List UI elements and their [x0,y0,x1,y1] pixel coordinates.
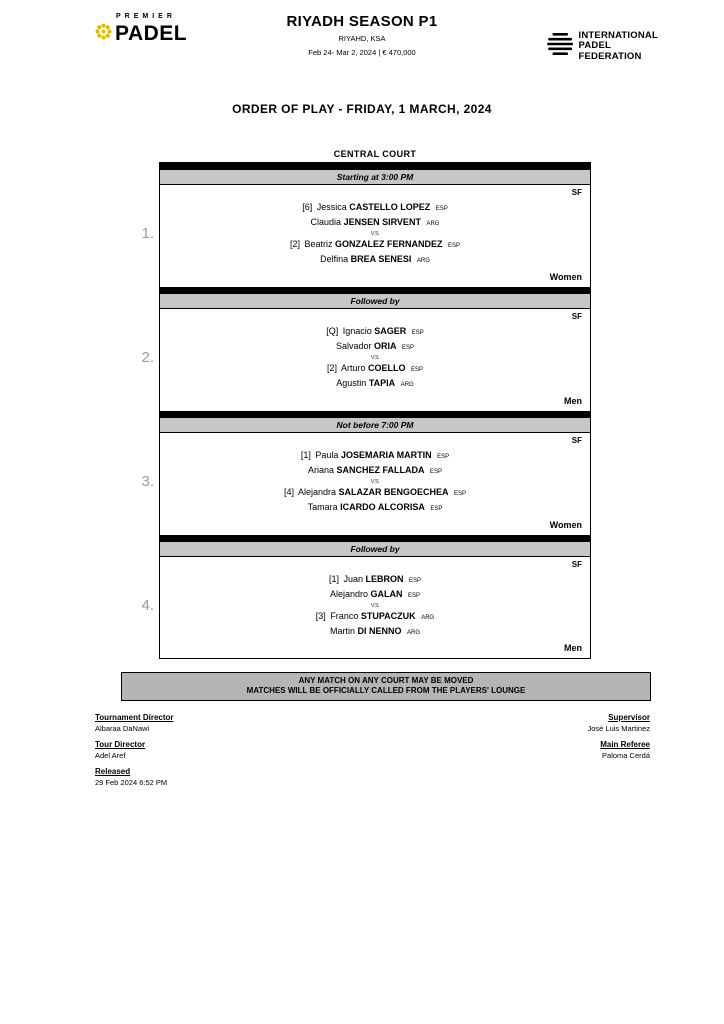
player-last-name: LEBRON [365,573,404,584]
player-last-name: SALAZAR BENGOECHEA [338,487,449,497]
player-last-name: ICARDO ALCORISA [340,502,425,512]
player-first-name: Delfina [320,254,349,264]
player-first-name: Alejandra [297,487,336,497]
main-referee-label: Main Referee [600,740,650,749]
player-last-name: DI NENNO [357,625,402,636]
category-label: Men [564,396,582,406]
player-first-name: Ariana [307,465,334,475]
flower-icon [95,23,112,45]
player-line [168,253,582,268]
section-divider [159,535,591,542]
country-code: ARG [416,258,430,264]
vs-label: VS [370,602,380,609]
player-first-name: Arturo [340,363,366,373]
tournament-title: RIYADH SEASON P1 [286,13,438,30]
country-code: ARG [400,382,414,388]
vs-label: VS [370,231,380,237]
player-line [168,377,582,392]
player-line [168,610,582,625]
ipf-name-line: PADEL [578,40,612,52]
country-code: ESP [430,506,443,512]
player-line [168,588,582,603]
player-line [168,216,582,231]
player-first-name: Tamara [307,502,338,512]
seed: [Q] [326,326,339,336]
order-of-play-title: ORDER OF PLAY - FRIDAY, 1 MARCH, 2024 [232,102,492,116]
seed: [1] [328,573,339,584]
player-line [168,449,582,464]
match-number: 3. [141,473,154,490]
player-line [168,625,582,640]
category-label: Women [549,520,582,530]
vs-label: VS [370,479,380,485]
player-line [168,464,582,479]
seed: [3] [315,610,326,621]
player-line [168,501,582,516]
players-block [168,325,582,392]
player-last-name: SAGER [374,326,407,336]
player-line [168,486,582,501]
category-label: Men [564,643,582,653]
schedule-text: Followed by [350,544,400,554]
tournament-dates-prize: Feb 24- Mar 2, 2024 | € 470,000 [308,48,416,57]
player-last-name: GONZALEZ FERNANDEZ [335,239,443,249]
round-label: SF [571,436,582,445]
footer-right [587,713,650,794]
player-last-name: ORIA [374,341,397,351]
player-line [168,573,582,588]
court-name: CENTRAL COURT [333,149,417,159]
match-4 [141,557,591,659]
table-top-bar [159,162,591,170]
round-label: SF [571,312,582,321]
tournament-director-label: Tournament Director [95,713,174,722]
seed: [1] [300,450,311,460]
match-2 [141,309,591,411]
players-block [168,201,582,268]
premier-wordmark: PREMIER [116,13,176,20]
country-code: ESP [430,469,443,475]
country-code: ESP [408,592,421,599]
released-label: Released [95,767,131,776]
seed: [4] [283,487,294,497]
vs-label: VS [370,355,380,361]
premier-padel-logo [95,13,187,46]
player-last-name: TAPIA [368,378,396,388]
match-4-schedule-bar [159,542,591,557]
supervisor-label: Supervisor [608,713,650,722]
ipf-name-line: INTERNATIONAL [578,29,658,41]
country-code: ARG [421,614,435,621]
ipf-logo [546,30,658,63]
player-first-name: Beatriz [304,239,333,249]
notice-banner [121,672,651,701]
match-number: 1. [141,225,154,242]
country-code: ESP [411,330,424,336]
main-referee-name: Paloma Cerdá [602,751,650,760]
players-block [168,449,582,516]
player-line [168,201,582,216]
tournament-director-name: Albaraa DaNawi [95,724,150,733]
notice-line-2: MATCHES WILL BE OFFICIALLY CALLED FROM THE PLAYERS' LOUNGE [246,686,526,695]
tournament-location: RIYAHD, KSA [338,34,386,43]
seed: [6] [302,202,313,212]
schedule-text: Starting at 3:00 PM [336,172,414,182]
match-2-schedule-bar [159,294,591,309]
padel-wordmark: PADEL [115,22,188,45]
round-label: SF [571,188,582,197]
match-number: 2. [141,349,154,366]
tournament-header [182,0,542,57]
ipf-name-line: FEDERATION [578,50,642,62]
player-line [168,362,582,377]
player-first-name: Jessica [316,202,347,212]
ipf-ball-icon [546,30,574,63]
seed: [2] [289,239,300,249]
notice-line-1: ANY MATCH ON ANY COURT MAY BE MOVED [298,676,474,685]
section-divider [159,287,591,294]
player-line [168,340,582,355]
player-first-name: Paula [315,450,339,460]
player-last-name: GALAN [370,588,403,599]
section-divider [159,411,591,418]
player-last-name: COELLO [368,363,406,373]
match-3-schedule-bar [159,418,591,433]
player-last-name: BREA SENESI [350,254,412,264]
player-line [168,238,582,253]
country-code: ESP [411,367,424,373]
match-3 [141,433,591,535]
document-footer [95,713,650,794]
player-first-name: Juan [343,573,363,584]
match-number: 4. [141,597,154,614]
seed: [2] [326,363,337,373]
player-first-name: Ignacio [342,326,372,336]
supervisor-name: José Luis Martinez [587,724,650,733]
country-code: ARG [407,629,421,636]
player-first-name: Martin [329,625,355,636]
country-code: ESP [409,577,422,584]
player-last-name: CASTELLO LOPEZ [349,202,431,212]
category-label: Women [549,272,582,282]
player-last-name: JOSEMARIA MARTIN [340,450,432,460]
tour-director-label: Tour Director [95,740,146,749]
match-1-schedule-bar [159,170,591,185]
central-court-schedule [141,149,591,659]
player-last-name: JENSEN SIRVENT [343,217,421,227]
schedule-text: Not before 7:00 PM [336,420,414,430]
schedule-text: Followed by [350,296,400,306]
country-code: ESP [435,206,448,212]
player-first-name: Alejandro [329,588,368,599]
released-timestamp: 29 Feb 2024 6:52 PM [95,778,168,787]
footer-left [95,713,174,794]
country-code: ESP [448,243,461,249]
round-label: SF [571,560,582,569]
tour-director-name: Adel Aref [95,751,126,760]
player-last-name: STUPACZUK [360,610,416,621]
country-code: ESP [437,454,450,460]
player-line [168,325,582,340]
player-first-name: Franco [330,610,359,621]
document-header [0,0,724,86]
players-block [168,573,582,640]
country-code: ESP [454,491,467,497]
country-code: ESP [402,345,415,351]
player-first-name: Agustin [336,378,367,388]
match-1 [141,185,591,287]
player-first-name: Salvador [335,341,372,351]
country-code: ARG [426,221,440,227]
ipf-name [579,31,658,63]
player-last-name: SANCHEZ FALLADA [336,465,425,475]
player-first-name: Claudia [310,217,342,227]
